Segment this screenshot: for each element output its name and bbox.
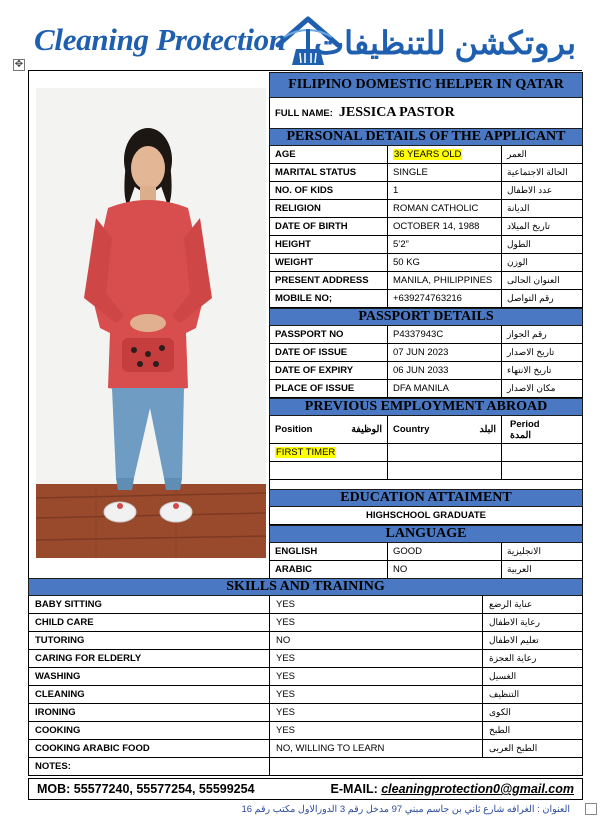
employment-first-timer: FIRST TIMER [276,447,336,458]
email-line [331,782,574,796]
detail-arabic-label: الحالة الاجتماعية [507,167,568,177]
skill-label: CARING FOR ELDERLY [35,653,142,664]
detail-row [269,380,583,398]
skill-row [28,596,583,614]
education-value: HIGHSCHOOL GRADUATE [269,507,583,525]
skills-table [28,596,583,758]
detail-label: HEIGHT [275,239,311,250]
detail-row [269,561,583,579]
detail-row [269,182,583,200]
detail-label: ENGLISH [275,546,318,557]
skill-value: YES [276,653,296,664]
skill-label: CLEANING [35,689,85,700]
skill-label: COOKING [35,725,81,736]
document-title: FILIPINO DOMESTIC HELPER IN QATAR [269,72,583,98]
email-label: E-MAIL: [330,782,382,796]
detail-value: NO [393,564,408,575]
skill-value: YES [276,707,296,718]
col-country-arabic: البلد [479,424,496,435]
detail-row [269,146,583,164]
language-heading: LANGUAGE [269,525,583,543]
detail-label: MOBILE NO; [275,293,332,304]
detail-label: ARABIC [275,564,312,575]
detail-label: MARITAL STATUS [275,167,357,178]
detail-value: MANILA, PHILIPPINES [393,275,493,286]
skill-label: CHILD CARE [35,617,94,628]
skill-row [28,650,583,668]
passport-details-heading: PASSPORT DETAILS [269,308,583,326]
detail-value: OCTOBER 14, 1988 [393,221,480,232]
skill-label: WASHING [35,671,81,682]
detail-value: P4337943C [393,329,444,340]
skill-row [28,722,583,740]
detail-label: NO. OF KIDS [275,185,334,196]
skill-value: YES [276,599,296,610]
detail-value: SINGLE [393,167,428,178]
col-country: Country [393,424,430,435]
detail-value: GOOD [393,546,423,557]
detail-arabic-label: رقم الجواز [507,329,547,339]
skill-arabic-label: الكوى [489,707,511,717]
detail-arabic-label: مكان الاصدار [507,383,556,393]
col-period: Period [510,418,540,430]
skill-label: COOKING ARABIC FOOD [35,743,150,754]
skill-value: NO [276,635,291,646]
detail-row [269,200,583,218]
skill-label: BABY SITTING [35,599,102,610]
detail-label: PASSPORT NO [275,329,344,340]
skill-row [28,632,583,650]
spacer [269,480,583,489]
detail-row [269,254,583,272]
detail-arabic-label: العربية [507,564,532,574]
detail-label: DATE OF ISSUE [275,347,348,358]
page-header [0,0,610,70]
detail-row [269,344,583,362]
skill-arabic-label: الطبخ [489,725,511,735]
skill-value: YES [276,725,296,736]
detail-arabic-label: تاريخ الانتهاء [507,365,552,375]
skill-value: YES [276,671,296,682]
detail-row [269,543,583,561]
brand-name-arabic: بروتكشن للتنظيفات [313,25,576,61]
employment-table-header [269,416,583,444]
personal-details-table [269,146,583,308]
detail-arabic-label: الانجليزية [507,546,541,556]
detail-label: PLACE OF ISSUE [275,383,355,394]
detail-arabic-label: العنوان الحالى [507,275,560,285]
skill-row [28,704,583,722]
office-address-arabic: العنوان : الغرافه شارع ثاني بن جاسم مبني 97 مدخل رقم 3 الدورالاول مكتب رقم 16 [241,804,570,815]
applicant-photo-illustration [36,88,266,558]
email-link[interactable]: cleaningprotection0@gmail.com [381,782,574,796]
personal-details-heading: PERSONAL DETAILS OF THE APPLICANT [269,128,583,146]
skill-arabic-label: الطبخ العربى [489,743,538,753]
detail-label: DATE OF EXPIRY [275,365,354,376]
detail-arabic-label: تاريخ الاصدار [507,347,555,357]
detail-value: 1 [393,185,399,196]
detail-label: RELIGION [275,203,321,214]
skill-label: TUTORING [35,635,85,646]
detail-row [269,290,583,308]
notes-label: NOTES: [35,758,270,775]
detail-row [269,164,583,182]
skills-section [28,578,583,776]
language-table [269,543,583,579]
education-heading: EDUCATION ATTAIMENT [269,489,583,507]
skill-value: YES [276,617,296,628]
full-name-row [269,98,583,128]
skills-heading: SKILLS AND TRAINING [28,578,583,596]
skill-row [28,686,583,704]
contact-bar [28,778,583,800]
detail-arabic-label: العمر [507,149,527,159]
skill-value: NO, WILLING TO LEARN [276,743,385,754]
employment-row [269,444,583,462]
skill-arabic-label: عناية الرضع [489,599,533,609]
employment-row-empty [269,462,583,480]
table-move-handle-icon[interactable]: ✥ [14,59,24,70]
detail-arabic-label: رقم التواصل [507,293,554,303]
detail-row [269,326,583,344]
detail-arabic-label: تاريخ الميلاد [507,221,550,231]
employment-heading: PREVIOUS EMPLOYMENT ABROAD [269,398,583,416]
detail-value: DFA MANILA [393,383,449,394]
detail-arabic-label: الوزن [507,257,528,267]
detail-label: AGE [275,149,296,160]
skill-arabic-label: الغسيل [489,671,517,681]
notes-row [28,758,583,776]
skill-row [28,614,583,632]
detail-row [269,218,583,236]
col-period-arabic: المدة [510,429,531,441]
detail-value: 07 JUN 2023 [393,347,449,358]
corner-box [585,803,597,815]
details-column [269,72,583,579]
detail-value: 06 JUN 2033 [393,365,449,376]
col-position: Position [275,424,313,435]
mobile-numbers: MOB: 55577240, 55577254, 55599254 [37,782,255,796]
detail-row [269,236,583,254]
col-position-arabic: الوظيفة [351,424,382,435]
detail-value: 5’2” [393,239,409,250]
skill-row [28,668,583,686]
skill-row [28,740,583,758]
applicant-photo [36,88,266,558]
detail-value: +639274763216 [393,293,462,304]
brand-name-english: Cleaning Protection [34,22,286,57]
detail-arabic-label: الطول [507,239,531,249]
detail-label: PRESENT ADDRESS [275,275,369,286]
skill-label: IRONING [35,707,76,718]
detail-value: 36 YEARS OLD [394,149,462,160]
full-name-label: FULL NAME: [275,107,333,119]
detail-arabic-label: الديانة [507,203,530,213]
passport-details-table [269,326,583,398]
detail-row [269,272,583,290]
detail-arabic-label: عدد الاطفال [507,185,553,195]
detail-label: WEIGHT [275,257,313,268]
detail-label: DATE OF BIRTH [275,221,348,232]
skill-arabic-label: رعاية العجزة [489,653,537,663]
detail-row [269,362,583,380]
skill-value: YES [276,689,296,700]
skill-arabic-label: تعليم الاطفال [489,635,539,645]
detail-value: ROMAN CATHOLIC [393,203,479,214]
skill-arabic-label: التنظيف [489,689,520,699]
skill-arabic-label: رعاية الاطفال [489,617,540,627]
detail-value: 50 KG [393,257,420,268]
full-name-value: JESSICA PASTOR [338,105,455,120]
